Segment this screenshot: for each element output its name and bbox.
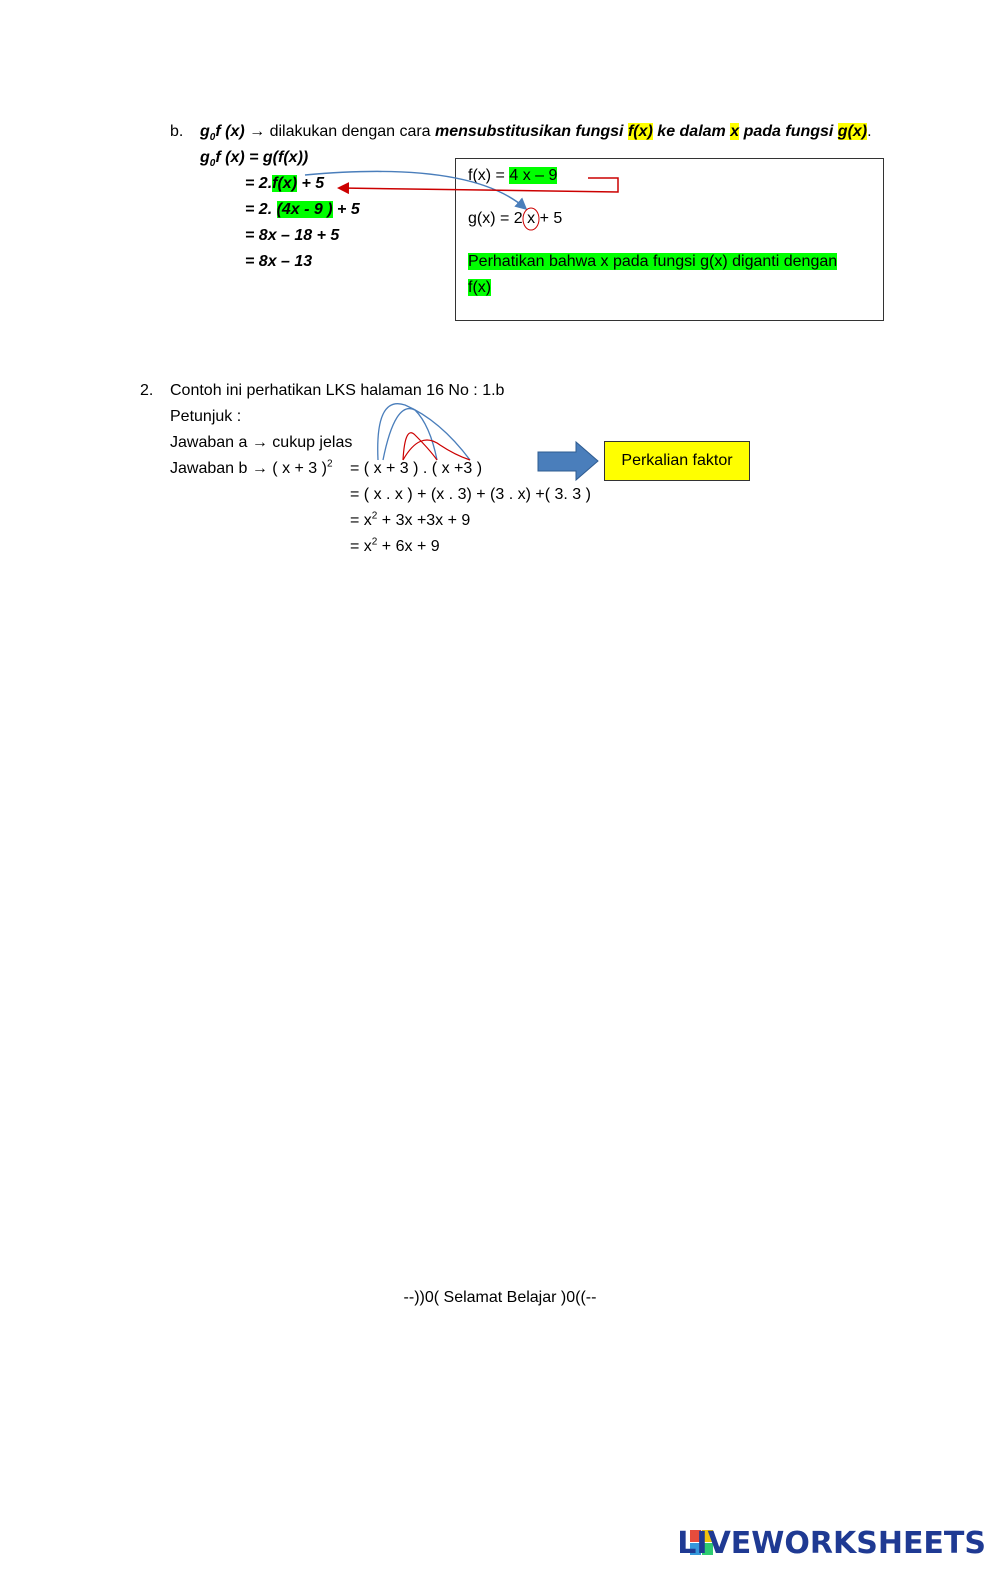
- line3-b: + 5: [332, 201, 360, 218]
- line3-a: = 2.: [245, 201, 277, 218]
- right-block-arrow-icon: [538, 442, 598, 480]
- title-text-1: dilakukan dengan cara: [265, 123, 436, 140]
- callout-perkalian-faktor: Perkalian faktor: [604, 441, 750, 481]
- info-note-text-1: Perhatikan bahwa x pada fungsi g(x) diganti dengan: [468, 253, 838, 270]
- section-b-label: b.: [170, 123, 184, 140]
- footer-text: --))0( Selamat Belajar )0((--: [403, 1289, 597, 1306]
- composition-sub: 0: [209, 132, 216, 144]
- step-3-exponent: 2: [371, 510, 378, 522]
- x-circle: [523, 208, 539, 230]
- line1-g: g: [200, 149, 210, 166]
- title-text-4: pada fungsi: [739, 123, 838, 140]
- info-fx-label: f(x) =: [468, 167, 510, 184]
- line2-a: = 2.: [245, 175, 273, 192]
- formula-line-5: = 8x – 13: [245, 253, 313, 270]
- composition-g: g: [200, 123, 210, 140]
- answer-b-exponent: 2: [326, 458, 333, 470]
- section-2-hint: Petunjuk :: [170, 408, 242, 425]
- title-text-2: mensubstitusikan fungsi: [435, 123, 628, 140]
- annotation-overlay: [0, 0, 1000, 600]
- distribution-arc-red-1: [403, 433, 437, 460]
- step-2: = ( x . x ) + (x . 3) + (3 . x) +( 3. 3 ): [350, 486, 591, 503]
- right-arrow-icon: →: [251, 460, 268, 477]
- info-gx-x: x: [527, 210, 536, 227]
- title-end: .: [867, 123, 872, 140]
- title-text-3: ke dalam: [652, 123, 731, 140]
- distribution-arc-blue-1: [378, 404, 470, 460]
- section-2-title: Contoh ini perhatikan LKS halaman 16 No : 1.b: [170, 382, 505, 399]
- formula-line-4: = 8x – 18 + 5: [245, 227, 340, 244]
- info-fx-value: 4 x – 9: [509, 167, 558, 184]
- line2-highlight: f(x): [272, 175, 298, 192]
- info-gx-b: + 5: [535, 210, 563, 227]
- section-2-number: 2.: [140, 382, 154, 399]
- line1-sub: 0: [209, 158, 216, 170]
- step-3-b: + 3x +3x + 9: [377, 512, 471, 529]
- line1-rest: f (x) = g(f(x)): [215, 149, 309, 166]
- step-1: = ( x + 3 ) . ( x +3 ): [350, 460, 483, 477]
- info-note-text-2: f(x): [468, 279, 492, 296]
- substitution-arrow-red: [340, 178, 618, 192]
- answer-b-label: Jawaban b: [170, 460, 252, 477]
- title-gx: g(x): [837, 123, 868, 140]
- right-arrow-icon: →: [249, 123, 266, 140]
- step-3-a: = x: [350, 512, 372, 529]
- distribution-arc-blue-2: [383, 409, 437, 460]
- answer-a-text: cukup jelas: [267, 434, 353, 451]
- title-x: x: [730, 123, 740, 140]
- step-4-exponent: 2: [371, 536, 378, 548]
- composition-f: f (x): [215, 123, 245, 140]
- line2-b: + 5: [297, 175, 325, 192]
- title-fx: f(x): [627, 123, 653, 140]
- answer-a-label: Jawaban a: [170, 434, 252, 451]
- line3-highlight: (4x - 9 ): [276, 201, 333, 218]
- right-arrow-icon: →: [251, 434, 268, 451]
- step-4-a: = x: [350, 538, 372, 555]
- answer-b-expr: ( x + 3 ): [267, 460, 327, 477]
- step-4-b: + 6x + 9: [377, 538, 440, 555]
- liveworksheets-logo-text: LIVEWORKSHEETS: [677, 1526, 986, 1561]
- info-gx-a: g(x) = 2: [468, 210, 528, 227]
